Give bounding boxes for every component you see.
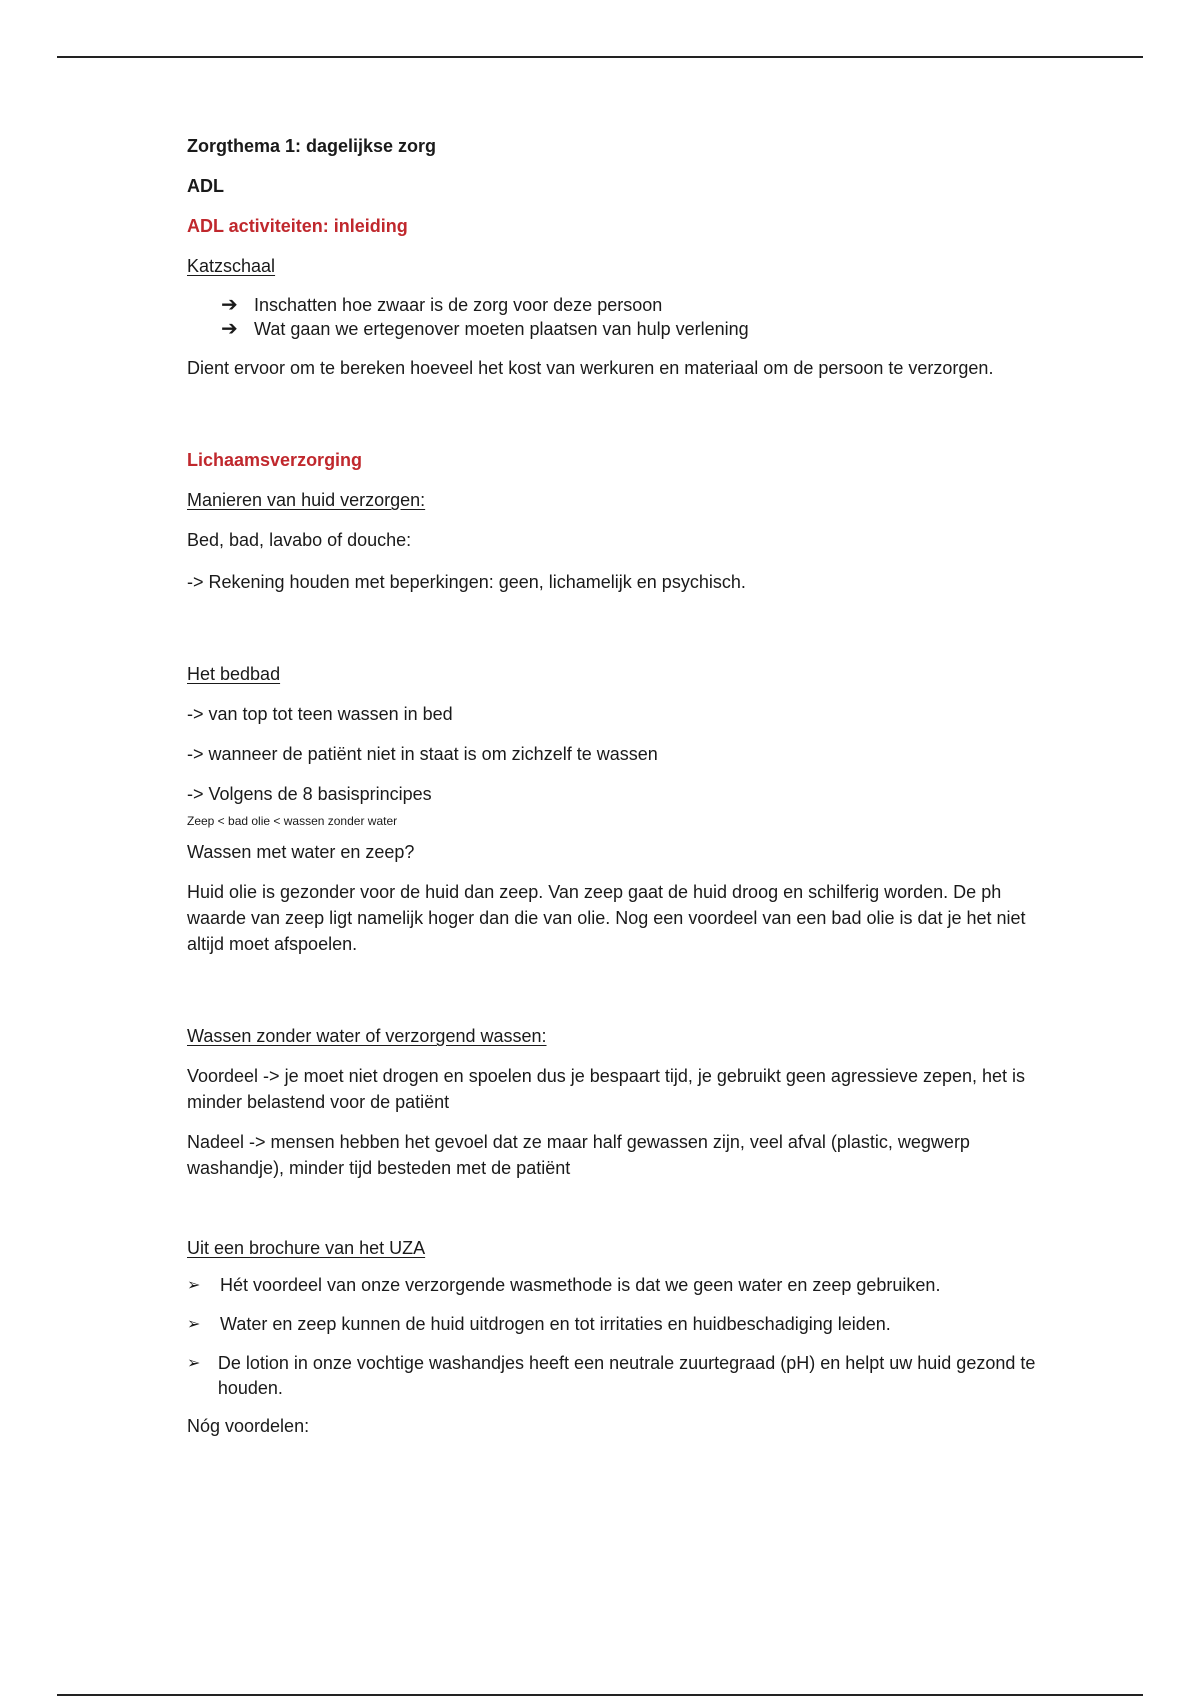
bullet-list-item: ➢ Water en zeep kunnen de huid uitdrogen en tot irritaties en huidbeschadiging leiden.: [187, 1312, 1047, 1337]
uza-bullet-list: [187, 1273, 1047, 1401]
zonder-water-title: Wassen zonder water of verzorgend wassen:: [187, 1026, 547, 1046]
section-heading-body-care: Lichaamsverzorging: [187, 450, 363, 470]
bottom-rule: [57, 1694, 1143, 1696]
bedbad-title: Het bedbad: [187, 664, 281, 684]
page-title: Zorgthema 1: dagelijkse zorg: [187, 136, 437, 156]
bedbad-paragraph: Huid olie is gezonder voor de huid dan zeep. Van zeep gaat de huid droog en schilferig worden. De ph waarde van zeep ligt namelijk hoger dan die van olie. Nog een voordeel van een bad olie is dat je het niet altijd moet afspoelen.: [187, 882, 1026, 954]
bedbad-line: -> van top tot teen wassen in bed: [187, 704, 453, 724]
manieren-line: -> Rekening houden met beperkingen: geen, lichamelijk en psychisch.: [187, 572, 746, 592]
voordeel-paragraph: Voordeel -> je moet niet drogen en spoelen dus je bespaart tijd, je gebruikt geen agressieve zepen, het is minder belastend voor de patiënt: [187, 1066, 1026, 1112]
bedbad-question: Wassen met water en zeep?: [187, 842, 415, 862]
bedbad-line: -> wanneer de patiënt niet in staat is om zichzelf te wassen: [187, 744, 658, 764]
adl-label: ADL: [187, 176, 224, 196]
arrow-list-item: ➔ Wat gaan we ertegenover moeten plaatsen van hulp verlening: [221, 318, 749, 340]
bedbad-line: -> Volgens de 8 basisprincipes: [187, 784, 432, 804]
arrow-right-icon: ➔: [221, 318, 238, 340]
arrow-list-item: ➔ Inschatten hoe zwaar is de zorg voor deze persoon: [221, 294, 663, 316]
uza-footer: Nóg voordelen:: [187, 1416, 310, 1436]
bullet-list-item: ➢ De lotion in onze vochtige washandjes heeft een neutrale zuurtegraad (pH) en helpt uw huid gezond te houden.: [187, 1351, 1047, 1401]
arrowhead-bullet-icon: ➢: [187, 1277, 201, 1294]
uza-title: Uit een brochure van het UZA: [187, 1238, 426, 1258]
nadeel-paragraph: Nadeel -> mensen hebben het gevoel dat ze maar half gewassen zijn, veel afval (plastic, wegwerp washandje), minder tijd besteden met de patiënt: [187, 1132, 970, 1178]
bullet-list-item: ➢ Hét voordeel van onze verzorgende wasmethode is dat we geen water en zeep gebruiken.: [187, 1273, 1047, 1298]
manieren-line: Bed, bad, lavabo of douche:: [187, 530, 412, 550]
katz-title: Katzschaal: [187, 256, 276, 276]
katz-arrow-list: [187, 293, 1047, 341]
small-note: Zeep < bad olie < wassen zonder water: [187, 814, 398, 828]
arrowhead-bullet-icon: ➢: [187, 1355, 201, 1372]
manieren-title: Manieren van huid verzorgen:: [187, 490, 426, 510]
arrowhead-bullet-icon: ➢: [187, 1316, 201, 1333]
top-rule: [57, 56, 1143, 58]
section-heading-adl: ADL activiteiten: inleiding: [187, 216, 408, 236]
arrow-right-icon: ➔: [221, 294, 238, 316]
document-body: [187, 133, 1047, 1439]
katz-paragraph: Dient ervoor om te bereken hoeveel het kost van werkuren en materiaal om de persoon te verzorgen.: [187, 358, 994, 378]
